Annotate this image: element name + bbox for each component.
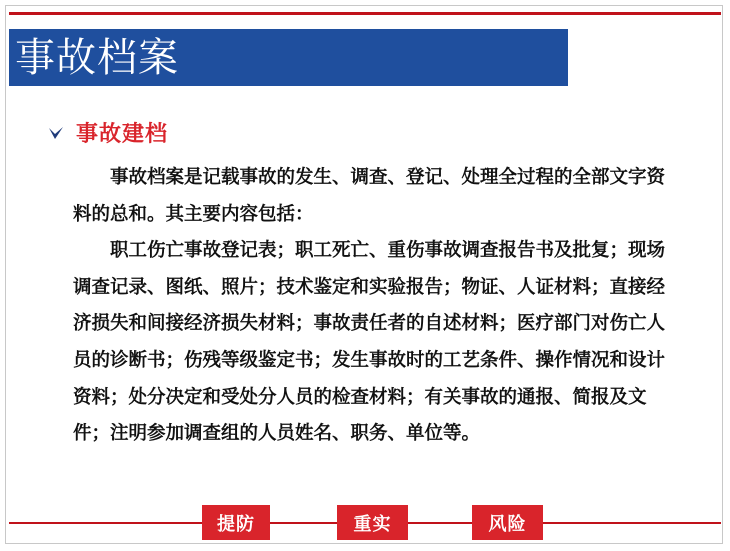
section-heading [48, 117, 168, 148]
footer-tag-fengxian: 风险 [472, 505, 543, 540]
footer-tag-zhongshi: 重实 [337, 505, 408, 540]
intro-paragraph: 事故档案是记载事故的发生、调查、登记、处理全过程的全部文字资料的总和。其主要内容包括： [73, 167, 666, 225]
slide-title: 事故档案 [15, 34, 179, 81]
title-bar [9, 29, 568, 86]
checkmark-icon [48, 125, 64, 141]
contents-paragraph: 职工伤亡事故登记表；职工死亡、重伤事故调查报告书及批复；现场调查记录、图纸、照片；技术鉴定和实验报告；物证、人证材料；直接经济损失和间接经济损失材料；事故责任者的自述材料；医疗部门对伤亡人员的诊断书；伤残等级鉴定书；发生事故时的工艺条件、操作情况和设计资料；处分决定和受处分人员的检查材料；有关事故的通报、简报及文件；注明参加调查组的人员姓名、职务、单位等。 [73, 240, 666, 445]
footer-tag-tifang: 提防 [202, 505, 270, 540]
top-divider [9, 12, 721, 15]
section-title: 事故建档 [76, 122, 169, 147]
body-content [73, 160, 683, 453]
